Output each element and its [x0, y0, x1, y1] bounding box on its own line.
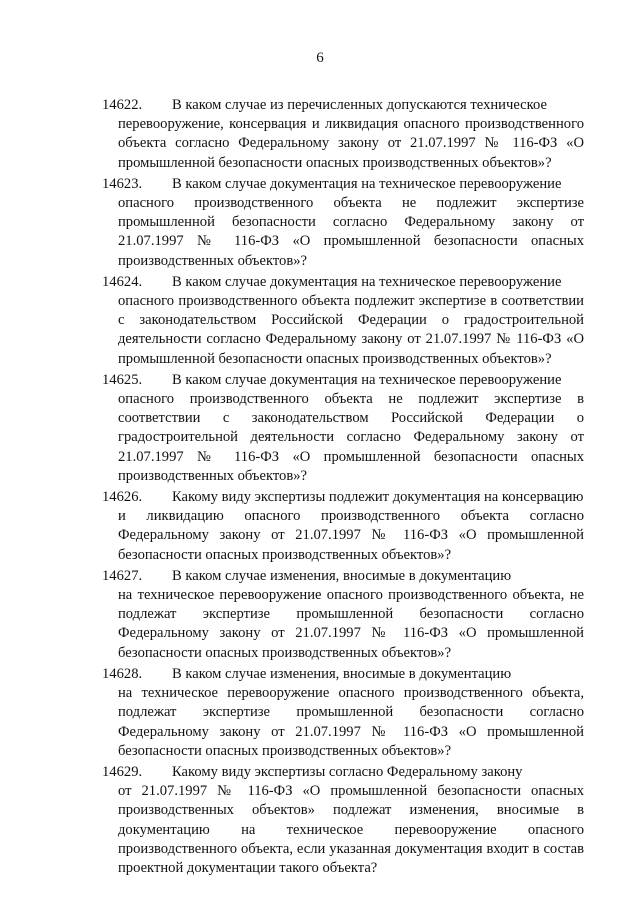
question-text: опасного производственного объекта не подлежит экспертизе в соответствии с законодательством Российской Федерации о градостроительной деятельности согласно Федеральному закону от 21.07.1997 № 116-ФЗ «О промышленной безопасности опасных производственных объектов»?	[118, 391, 584, 484]
question-text-first-line: Какому виду экспертизы согласно Федеральному закону	[172, 763, 523, 780]
question-text-first-line: В каком случае документация на техническое перевооружение	[172, 371, 562, 388]
question-text: на техническое перевооружение опасного производственного объекта, не подлежат экспертизе промышленной безопасности согласно Федеральному закону от 21.07.1997 № 116-ФЗ «О промышленной безопасности опасных производственных объектов»?	[118, 587, 584, 661]
question-number: 14627.	[102, 567, 143, 584]
question-number: 14626.	[102, 489, 143, 506]
question-list	[102, 96, 584, 880]
question-text: на техническое перевооружение опасного производственного объекта, подлежат экспертизе промышленной безопасности согласно Федеральному закону от 21.07.1997 № 116-ФЗ «О промышленной безопасности опасных производственных объектов»?	[118, 685, 584, 759]
question-number: 14623.	[102, 175, 143, 192]
question-text-first-line: В каком случае изменения, вносимые в документацию	[172, 665, 512, 682]
question-text: перевооружение, консервация и ликвидация опасного производственного объекта согласно Федеральному закону от 21.07.1997 № 116-ФЗ «О промышленной безопасности опасных производственных объектов»?	[118, 116, 584, 171]
question-item	[102, 96, 584, 173]
question-text-first-line: В каком случае из перечисленных допускаются техническое	[172, 97, 547, 113]
question-text: опасного производственного объекта не подлежит экспертизе промышленной безопасности согласно Федеральному закону от 21.07.1997 № 116-ФЗ «О промышленной безопасности опасных производственных объектов»?	[118, 195, 584, 269]
question-item	[102, 488, 584, 565]
question-number: 14629.	[102, 763, 143, 780]
question-text: и ликвидацию опасного производственного объекта согласно Федеральному закону от 21.07.1997 № 116-ФЗ «О промышленной безопасности опасных производственных объектов»?	[118, 508, 584, 563]
question-text: опасного производственного объекта подлежит экспертизе в соответствии с законодательством Российской Федерации о градостроительной деятельности согласно Федеральному закону от 21.07.1997 № 116-ФЗ «О промышленной безопасности опасных производственных объектов»?	[118, 293, 584, 367]
question-text-first-line: В каком случае документация на техническое перевооружение	[172, 273, 562, 290]
question-item	[102, 665, 584, 761]
page-number: 6	[316, 50, 324, 66]
question-item	[102, 763, 584, 878]
question-text-first-line: В каком случае изменения, вносимые в документацию	[172, 567, 512, 584]
question-number: 14625.	[102, 371, 143, 388]
question-item	[102, 371, 584, 486]
question-text-first-line: В каком случае документация на техническое перевооружение	[172, 175, 562, 192]
question-item	[102, 175, 584, 271]
question-number: 14628.	[102, 665, 143, 682]
question-number: 14622.	[102, 97, 143, 113]
question-text-first-line: Какому виду экспертизы подлежит документация на консервацию	[172, 489, 584, 506]
question-item	[102, 273, 584, 369]
question-number: 14624.	[102, 273, 143, 290]
question-text: от 21.07.1997 № 116-ФЗ «О промышленной безопасности опасных производственных объектов» подлежат изменения, вносимые в документацию на техническое перевооружение опасного производственного объекта, если указанная документация входит в состав проектной документации такого объекта?	[118, 783, 584, 876]
question-item	[102, 567, 584, 663]
